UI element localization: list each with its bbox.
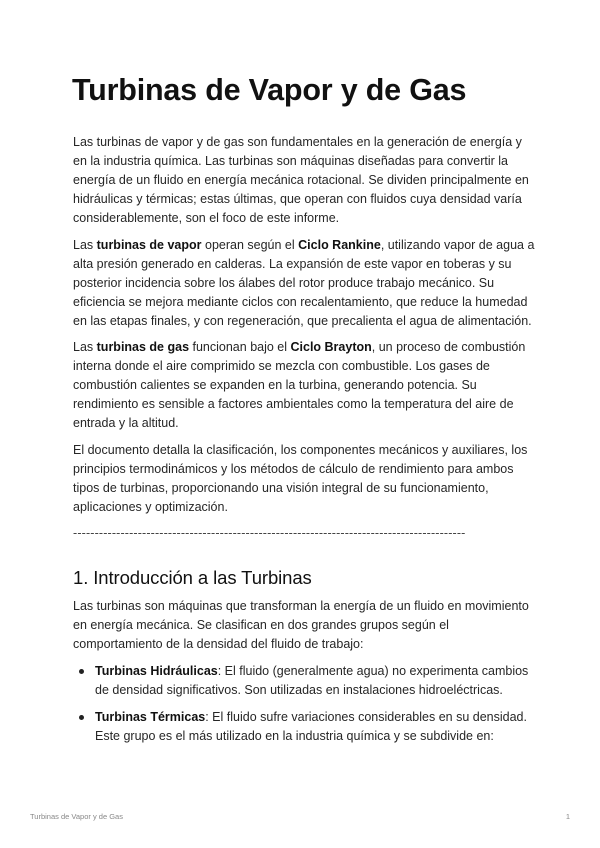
page-title: Turbinas de Vapor y de Gas xyxy=(72,73,467,107)
bullet-icon xyxy=(79,669,84,674)
bold-term-rankine-cycle: Ciclo Rankine xyxy=(298,237,381,252)
text-run: Las xyxy=(73,340,97,354)
dashed-separator: ------------------------------------------------------------------------------------------- xyxy=(73,526,466,540)
bullet-icon xyxy=(79,715,84,720)
section-paragraph: Las turbinas son máquinas que transforman la energía de un fluido en movimiento en energía mecánica. Se clasifican en dos grandes grupos según el comportamiento de la densidad del fluido de trabajo: xyxy=(73,599,529,651)
text-run: Las xyxy=(73,237,97,252)
list-item-text: : El fluido (generalmente agua) no experimenta cambios de densidad significativos. Son utilizadas en instalaciones hidroeléctricas. xyxy=(95,663,529,697)
bold-term-gas-turbines: turbinas de gas xyxy=(96,340,190,354)
bold-term-brayton-cycle: Ciclo Brayton xyxy=(290,340,372,354)
text-run: operan según el xyxy=(201,237,299,252)
turbine-types-list xyxy=(73,662,535,746)
section-heading: 1. Introducción a las Turbinas xyxy=(73,567,312,588)
footer-page-number: 1 xyxy=(565,812,570,821)
text-run: funcionan bajo el xyxy=(189,340,291,354)
bold-term-steam-turbines: turbinas de vapor xyxy=(96,237,202,252)
intro-paragraph-4: El documento detalla la clasificación, los componentes mecánicos y auxiliares, los principios termodinámicos y los métodos de cálculo de rendimiento para ambos tipos de turbinas, proporcionando una visión integral de su funcionamiento, aplicaciones y optimización. xyxy=(73,442,528,514)
intro-paragraph-1: Las turbinas de vapor y de gas son fundamentales en la generación de energía y en la industria química. Las turbinas son máquinas diseñadas para convertir la energía de un fluido en energía mecánica rotacional. Se dividen principalmente en hidráulicas y térmicas; estas últimas, que operan con fluidos cuya densidad varía considerablemente, son el foco de este informe. xyxy=(73,135,529,225)
intro-paragraph-3 xyxy=(73,338,535,433)
document-body xyxy=(73,133,535,754)
list-item-text: : El fluido sufre variaciones considerables en su densidad. Este grupo es el más utilizado en la industria química y se subdivide en: xyxy=(95,709,527,743)
intro-paragraph-2 xyxy=(73,236,535,331)
list-item-label: Turbinas Térmicas xyxy=(95,709,206,724)
text-run: , utilizando vapor de agua a alta presión generado en calderas. La expansión de este vapor en toberas y su posterior incidencia sobre los álabes del rotor produce trabajo mecánico. Su eficiencia se mejora mediante ciclos con recalentamiento, que reduce la humedad en las etapas finales, y con regeneración, que precalienta el agua de alimentación. xyxy=(73,237,535,328)
list-item-label: Turbinas Hidráulicas xyxy=(95,663,218,678)
text-run: , un proceso de combustión interna donde el aire comprimido se mezcla con combustible. Los gases de combustión calientes se expanden en la turbina, generando potencia. Su rendimiento es sensible a factores ambientales como la temperatura del aire de entrada y la altitud. xyxy=(73,340,526,430)
list-item xyxy=(73,708,535,746)
footer-document-title: Turbinas de Vapor y de Gas xyxy=(30,812,123,821)
list-item xyxy=(73,662,535,700)
